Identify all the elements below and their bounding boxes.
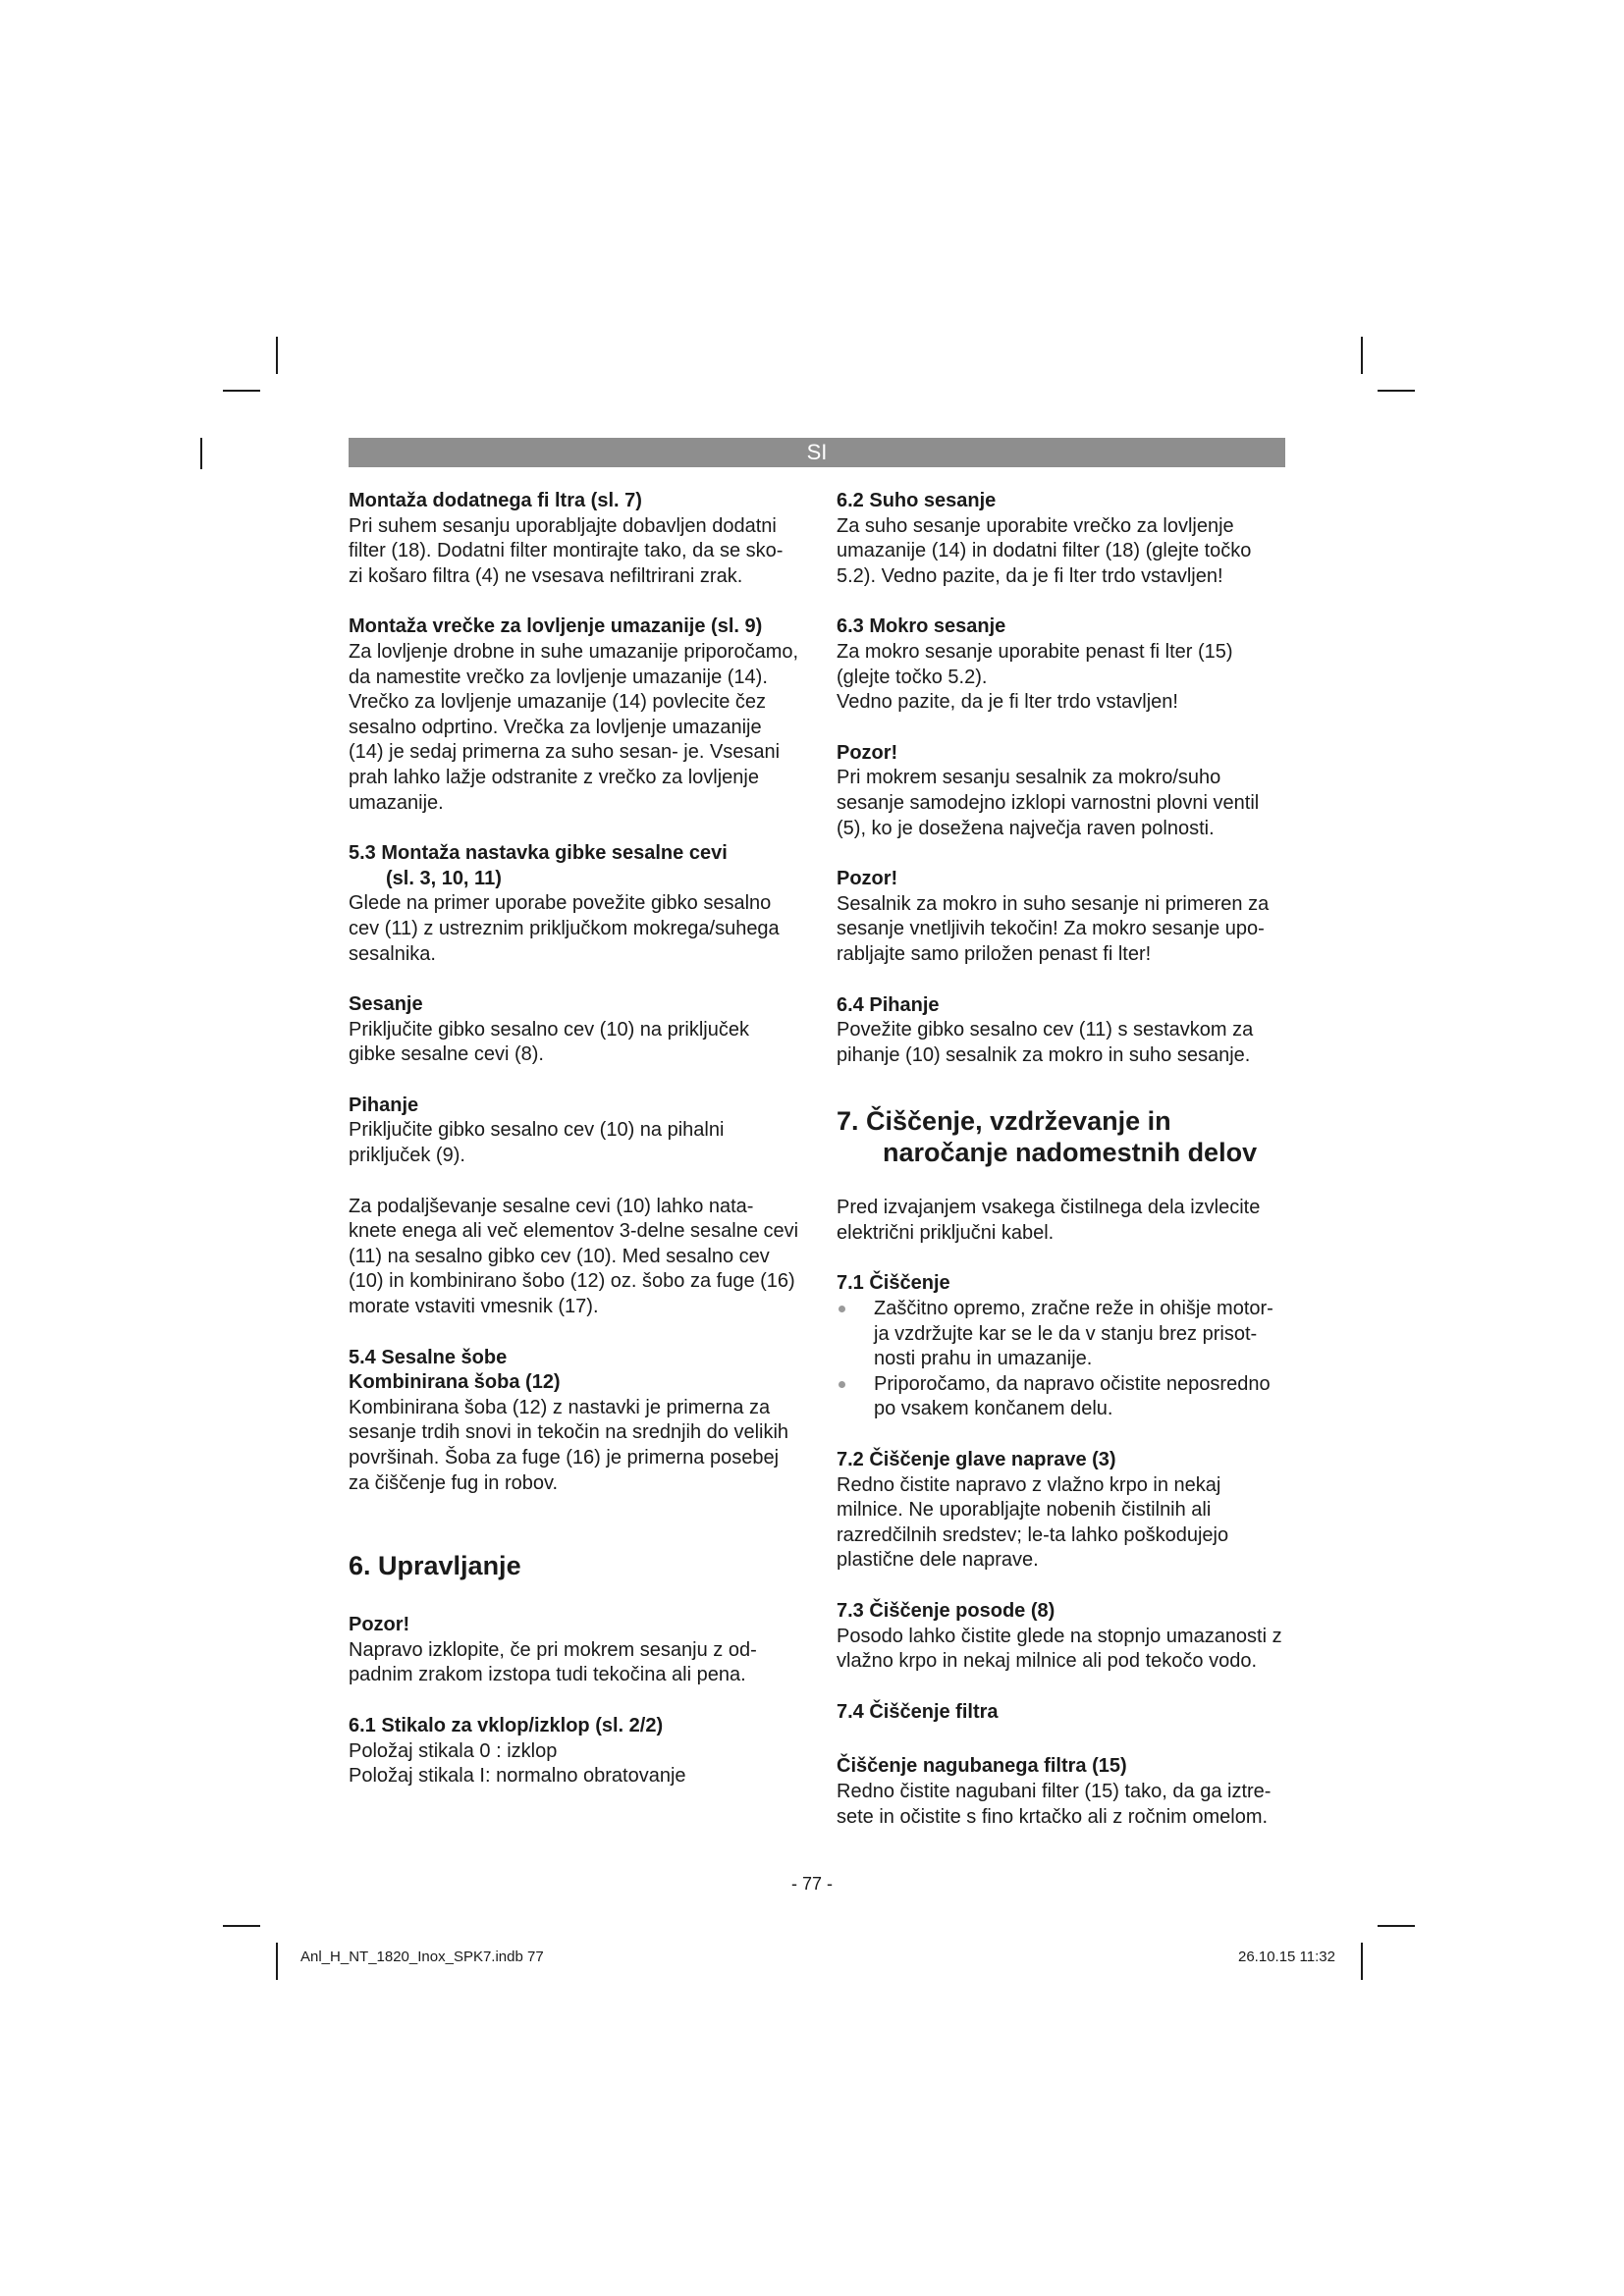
- section-6-caution: [349, 1613, 800, 1688]
- list-item: [837, 1372, 1288, 1422]
- section-dust-bag: [349, 614, 800, 816]
- section-caution-float-valve: [837, 741, 1288, 841]
- section-text: Pri suhem sesanju uporabljajte dobavljen dodatni filter (18). Dodatni filter montirajte tako, da se sko- zi košaro filtra (4) ne vsesava nefiltrirani zrak.: [349, 514, 784, 587]
- crop-mark: [223, 390, 260, 392]
- section-7-4-filter-cleaning: [837, 1700, 1288, 1726]
- section-text: Pred izvajanjem vsakega čistilnega dela izvlecite električni priključni kabel.: [837, 1197, 1261, 1244]
- section-6-heading: 6. Upravljanje: [349, 1551, 521, 1581]
- crop-mark: [1378, 1925, 1415, 1927]
- section-suction: [349, 992, 800, 1068]
- section-text-note: Vedno pazite, da je fi lter trdo vstavljen!: [837, 691, 1178, 714]
- bullet-icon: [839, 1381, 845, 1388]
- crop-mark: [1361, 1943, 1363, 1980]
- section-title-figures: (sl. 3, 10, 11): [386, 867, 502, 889]
- section-title: 7.2 Čiščenje glave naprave (3): [837, 1449, 1116, 1471]
- list-item-text: Zaščitno opremo, zračne reže in ohišje motor- ja vzdržujte kar se le da v stanju brez prisot- nosti prahu in umazanije.: [874, 1298, 1273, 1370]
- section-title: 5.4 Sesalne šobe: [349, 1346, 508, 1368]
- bullet-icon: [839, 1306, 845, 1312]
- section-title: 7.4 Čiščenje filtra: [837, 1700, 999, 1723]
- section-7-2-head-cleaning: [837, 1448, 1288, 1574]
- list-item: [837, 1297, 1288, 1372]
- section-text: Kombinirana šoba (12) z nastavki je primerna za sesanje trdih snovi in tekočin na srednjih do velikih površinah. Šoba za fuge (16) je primerna posebej za čiščenje fug in robov.: [349, 1396, 789, 1494]
- section-6-4-blowing: [837, 993, 1288, 1069]
- section-text: Za lovljenje drobne in suhe umazanije priporočamo, da namestite vrečko za lovljenje umazanije (14). Vrečko za lovljenje umazanije (14) povlecite čez sesalno odprtino. Vrečka za lovljenje umazanije (14) je sedaj primerna za suho sesan- je. Vsesani prah lahko lažje odstranite z vrečko za lovljenje umazanije.: [349, 640, 799, 814]
- switch-position-on: Položaj stikala I: normalno obratovanje: [349, 1765, 686, 1788]
- language-header-bar: [349, 438, 1285, 467]
- cleaning-bullet-list: [837, 1297, 1288, 1422]
- section-title: 7.3 Čiščenje posode (8): [837, 1600, 1056, 1622]
- switch-position-off: Položaj stikala 0 : izklop: [349, 1739, 558, 1762]
- section-title: 6.3 Mokro sesanje: [837, 615, 1006, 638]
- section-text: Za mokro sesanje uporabite penast fi lter (15) (glejte točko 5.2).: [837, 640, 1233, 688]
- section-title: Montaža dodatnega fi ltra (sl. 7): [349, 490, 642, 511]
- section-text: Redno čistite napravo z vlažno krpo in nekaj milnice. Ne uporabljajte nobenih čistilnih ali razredčilnih sredstev; le-ta lahko poškodujejo plastične dele naprave.: [837, 1473, 1229, 1572]
- section-text: Povežite gibko sesalno cev (11) s sestavkom za pihanje (10) sesalnik za mokro in suho sesanje.: [837, 1019, 1254, 1066]
- section-text: Redno čistite nagubani filter (15) tako, da ga iztre- sete in očistite s fino krtačko ali z ročnim omelom.: [837, 1780, 1272, 1828]
- section-pleated-filter-cleaning: [837, 1754, 1288, 1830]
- section-title: Sesanje: [349, 993, 423, 1016]
- section-title: 7.1 Čiščenje: [837, 1272, 950, 1295]
- section-6-1-switch: [349, 1714, 800, 1789]
- crop-mark: [276, 1943, 278, 1980]
- section-7-heading: [837, 1105, 1288, 1168]
- section-text: Napravo izklopite, če pri mokrem sesanju z od- padnim zrakom izstopa tudi tekočina ali pena.: [349, 1638, 757, 1686]
- section-title: Pozor!: [349, 1614, 410, 1636]
- page-number: - 77 -: [790, 1874, 833, 1894]
- crop-mark: [223, 1925, 260, 1927]
- section-hose-extension: [349, 1195, 800, 1320]
- section-hose-attachment: [349, 841, 800, 967]
- section-title: 6.2 Suho sesanje: [837, 490, 997, 511]
- section-title: Pozor!: [837, 868, 898, 890]
- section-7-heading-line1: 7. Čiščenje, vzdrževanje in: [837, 1106, 1171, 1137]
- section-7-intro: [837, 1196, 1288, 1246]
- section-additional-filter: [349, 489, 800, 589]
- section-7-3-container-cleaning: [837, 1599, 1288, 1675]
- section-title: 6.1 Stikalo za vklop/izklop (sl. 2/2): [349, 1714, 664, 1736]
- section-6-3-wet-vacuum: [837, 614, 1288, 715]
- section-title: Pozor!: [837, 741, 898, 764]
- section-text: Priključite gibko sesalno cev (10) na priključek gibke sesalne cevi (8).: [349, 1018, 749, 1066]
- section-title: 6.4 Pihanje: [837, 993, 940, 1016]
- file-name: Anl_H_NT_1820_Inox_SPK7.indb 77: [300, 1949, 544, 1965]
- section-title: Pihanje: [349, 1094, 419, 1116]
- section-text: Pri mokrem sesanju sesalnik za mokro/suho sesanje samodejno izklopi varnostni plovni ventil (5), ko je dosežena največja raven polnosti.: [837, 767, 1260, 839]
- section-caution-flammable: [837, 867, 1288, 967]
- language-code: SI: [806, 440, 828, 464]
- section-text: Posodo lahko čistite glede na stopnjo umazanosti z vlažno krpo in nekaj milnice ali pod tekočo vodo.: [837, 1625, 1282, 1673]
- section-subtitle: Kombinirana šoba (12): [349, 1371, 561, 1394]
- left-column: [349, 489, 800, 1815]
- section-7-1-cleaning: [837, 1271, 1288, 1422]
- section-7-heading-line2: naročanje nadomestnih delov: [883, 1138, 1258, 1168]
- section-title: Montaža vrečke za lovljenje umazanije (sl. 9): [349, 615, 763, 638]
- crop-mark: [1378, 390, 1415, 392]
- section-blowing: [349, 1094, 800, 1169]
- print-timestamp: 26.10.15 11:32: [1238, 1949, 1335, 1965]
- section-title: Čiščenje nagubanega filtra (15): [837, 1755, 1127, 1778]
- section-text: Priključite gibko sesalno cev (10) na pihalni priključek (9).: [349, 1119, 725, 1167]
- section-text: Za podaljševanje sesalne cevi (10) lahko nata- knete enega ali več elementov 3-delne sesalne cevi (11) na sesalno gibko cev (10). Med sesalno cev (10) in kombinirano šobo (12) oz. šobo za fuge (16) morate vstaviti vmesnik (17).: [349, 1195, 799, 1318]
- list-item-text: Priporočamo, da napravo očistite neposredno po vsakem končanem delu.: [874, 1372, 1271, 1420]
- crop-mark: [276, 337, 278, 374]
- section-nozzles: [349, 1346, 800, 1497]
- right-column: [837, 489, 1288, 1855]
- section-6-2-dry-vacuum: [837, 489, 1288, 589]
- section-text: Glede na primer uporabe povežite gibko sesalno cev (11) z ustreznim priključkom mokrega/suhega sesalnika.: [349, 892, 780, 965]
- section-title: 5.3 Montaža nastavka gibke sesalne cevi: [349, 842, 728, 865]
- crop-mark: [1361, 337, 1363, 374]
- crop-mark: [200, 438, 202, 469]
- section-text: Za suho sesanje uporabite vrečko za lovljenje umazanije (14) in dodatni filter (18) (glejte točko 5.2). Vedno pazite, da je fi lter trdo vstavljen!: [837, 514, 1252, 587]
- section-text: Sesalnik za mokro in suho sesanje ni primeren za sesanje vnetljivih tekočin! Za mokro sesanje upo- rabljajte samo priložen penast fi lter!: [837, 892, 1270, 965]
